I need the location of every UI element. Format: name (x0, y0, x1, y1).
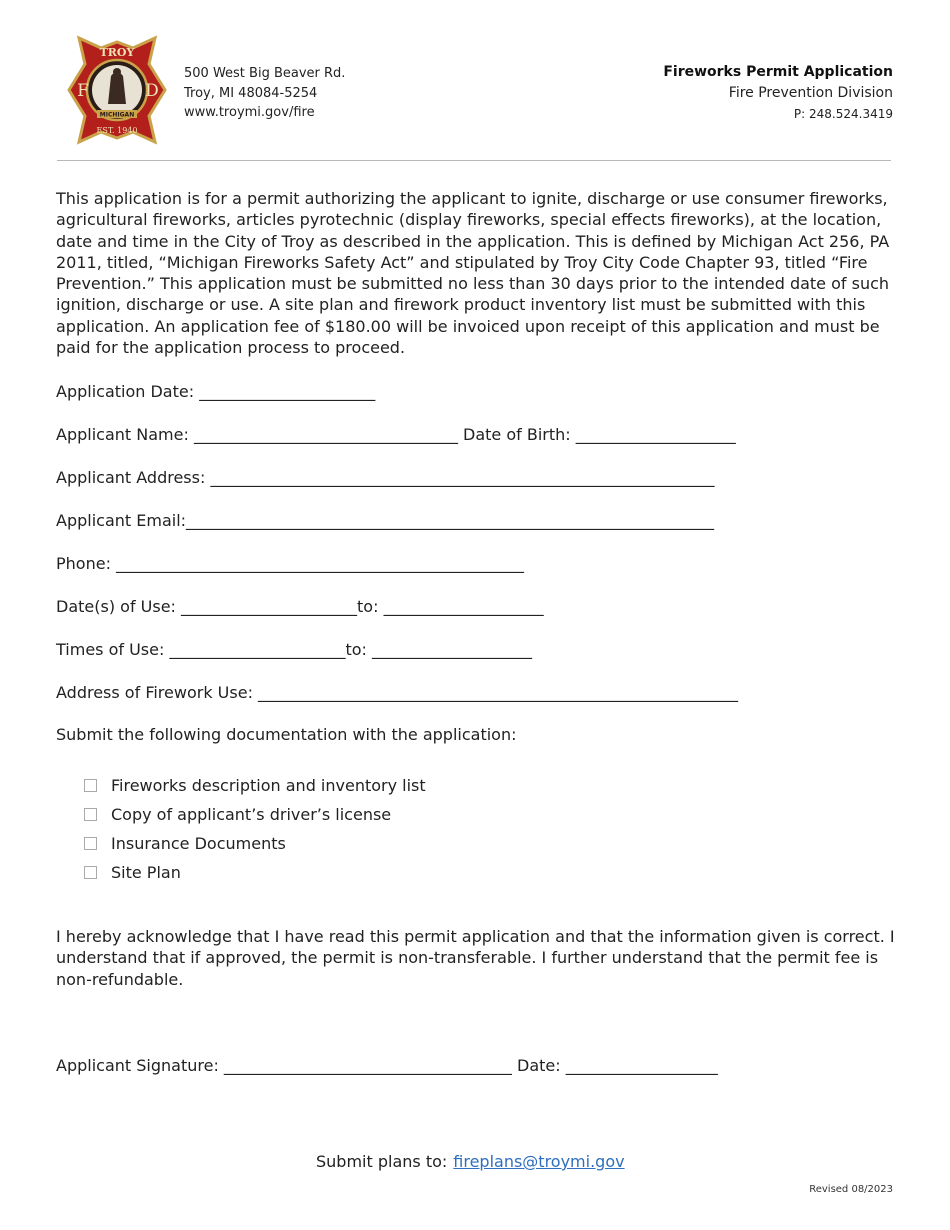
doc-item-label: Insurance Documents (111, 834, 286, 853)
division-name: Fire Prevention Division (728, 85, 893, 101)
submit-plans-line (316, 1151, 625, 1173)
applicant-name-row (56, 424, 736, 446)
times-of-use-row (56, 639, 532, 661)
submit-email-link[interactable]: fireplans@troymi.gov (453, 1152, 625, 1171)
division-phone: P: 248.524.3419 (793, 107, 893, 121)
applicant-address-row (56, 467, 714, 489)
department-address (184, 64, 345, 123)
applicant-address-field[interactable]: _______________________________________________________________ (210, 468, 715, 487)
applicant-email-field[interactable]: __________________________________________________________________ (186, 511, 715, 530)
applicant-name-label: Applicant Name: (56, 425, 189, 444)
logo-top-text: TROY (99, 46, 135, 59)
logo-letter-f: F (77, 81, 89, 101)
address-city: Troy, MI 48084-5254 (184, 85, 318, 101)
form-header (663, 62, 893, 124)
doc-item-site-plan (84, 862, 181, 884)
dates-of-use-to-field[interactable]: ____________________ (383, 597, 544, 616)
applicant-email-label: Applicant Email: (56, 511, 187, 530)
documentation-heading: Submit the following documentation with the application: (56, 725, 517, 744)
firework-address-label: Address of Firework Use: (56, 683, 253, 702)
revision-date: Revised 08/2023 (809, 1184, 893, 1195)
logo-established-text: EST. 1940 (96, 126, 138, 135)
application-date-label: Application Date: (56, 382, 195, 401)
application-date-field[interactable]: ______________________ (199, 382, 376, 401)
fire-department-logo (63, 34, 171, 146)
logo-banner-text: MICHIGAN (99, 111, 135, 119)
logo-letter-d: D (145, 81, 159, 101)
dates-of-use-row (56, 596, 544, 618)
times-of-use-from-field[interactable]: ______________________ (169, 640, 346, 659)
signature-date-field[interactable]: ___________________ (565, 1056, 718, 1075)
submit-plans-label: Submit plans to: (316, 1152, 448, 1171)
doc-item-label: Site Plan (111, 863, 181, 882)
checkbox[interactable] (84, 808, 97, 821)
signature-field[interactable]: ____________________________________ (223, 1056, 512, 1075)
phone-label: Phone: (56, 554, 111, 573)
doc-item-license (84, 804, 391, 826)
checkbox[interactable] (84, 779, 97, 792)
acknowledgement-paragraph: I hereby acknowledge that I have read this permit application and that the information given is correct. I understand that if approved, the permit is non-transferable. I further understand that the permit fee is non-refundable. (56, 927, 895, 989)
applicant-address-label: Applicant Address: (56, 468, 206, 487)
checkbox[interactable] (84, 866, 97, 879)
times-of-use-to-label: to: (345, 640, 367, 659)
intro-paragraph: This application is for a permit authorizing the applicant to ignite, discharge or use consumer fireworks, agricultural fireworks, articles pyrotechnic (display fireworks, special effects fireworks), at the location, date and time in the City of Troy as described in the application. This is defined by Michigan Act 256, PA 2011, titled, “Michigan Fireworks Safety Act” and stipulated by Troy City Code Chapter 93, titled “Fire Prevention.” This application must be submitted no less than 30 days prior to the intended date of such ignition, discharge or use. A site plan and firework product inventory list must be submitted with this application. An application fee of $180.00 will be invoiced upon receipt of this application and must be paid for the application process to proceed. (56, 189, 890, 358)
doc-item-insurance (84, 833, 286, 855)
firework-address-field[interactable]: ____________________________________________________________ (258, 683, 739, 702)
applicant-email-row (56, 510, 714, 532)
doc-item-label: Fireworks description and inventory list (111, 776, 426, 795)
times-of-use-label: Times of Use: (56, 640, 165, 659)
doc-item-inventory (84, 775, 426, 797)
address-street: 500 West Big Beaver Rd. (184, 66, 346, 81)
times-of-use-to-field[interactable]: ____________________ (372, 640, 533, 659)
date-of-birth-field[interactable]: ____________________ (575, 425, 736, 444)
form-title: Fireworks Permit Application (663, 64, 893, 80)
doc-item-label: Copy of applicant’s driver’s license (111, 805, 392, 824)
application-date-row (56, 381, 375, 403)
signature-label: Applicant Signature: (56, 1056, 219, 1075)
applicant-name-field[interactable]: _________________________________ (193, 425, 458, 444)
firework-address-row (56, 682, 738, 704)
dates-of-use-label: Date(s) of Use: (56, 597, 176, 616)
signature-row (56, 1055, 718, 1077)
phone-field[interactable]: ___________________________________________________ (116, 554, 525, 573)
header-divider (57, 160, 891, 161)
signature-date-label: Date: (517, 1056, 561, 1075)
phone-row (56, 553, 524, 575)
website-link[interactable]: www.troymi.gov/fire (184, 105, 315, 120)
dates-of-use-from-field[interactable]: ______________________ (181, 597, 358, 616)
dates-of-use-to-label: to: (357, 597, 379, 616)
date-of-birth-label: Date of Birth: (463, 425, 571, 444)
checkbox[interactable] (84, 837, 97, 850)
